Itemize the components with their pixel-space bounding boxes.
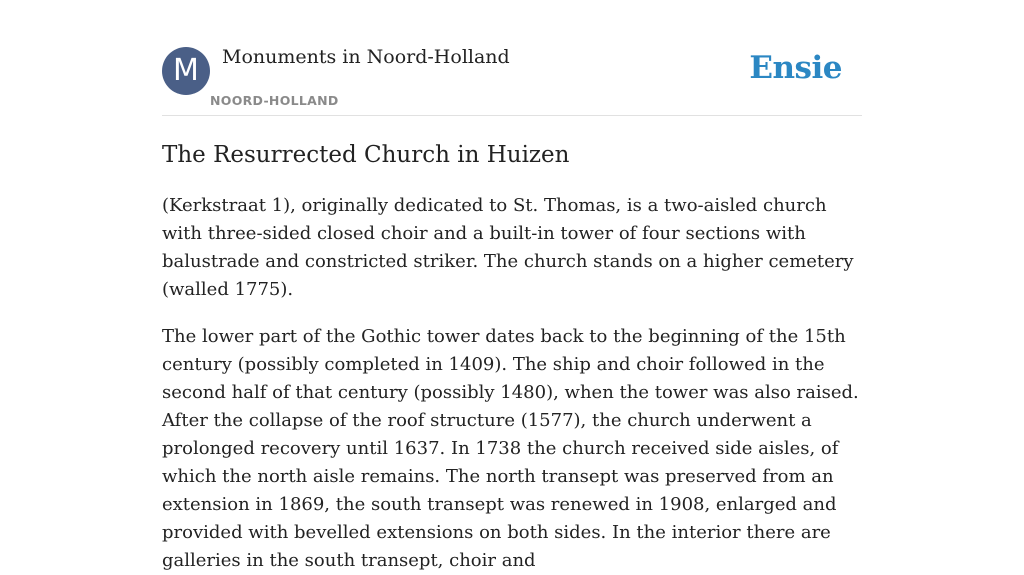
article-title: The Resurrected Church in Huizen: [162, 142, 570, 168]
article-paragraph: (Kerkstraat 1), originally dedicated to St. Thomas, is a two-aisled church with three-sided closed choir and a built-in tower of four sections with balustrade and constricted striker. The church stands on a higher cemetery (walled 1775).: [162, 195, 854, 300]
collection-avatar[interactable]: M: [162, 47, 210, 95]
collection-title-link[interactable]: Monuments in Noord-Holland: [222, 46, 510, 68]
article: [162, 140, 862, 575]
header: [162, 0, 862, 116]
article-paragraph: The lower part of the Gothic tower dates back to the beginning of the 15th century (possibly completed in 1409). The ship and choir followed in the second half of that century (possibly 1480), when the tower was also raised. After the collapse of the roof structure (1577), the church underwent a prolonged recovery until 1637. In 1738 the church received side aisles, of which the north aisle remains. The north transept was preserved from an extension in 1869, the south transept was renewed in 1908, enlarged and provided with bevelled extensions on both sides. In the interior there are galleries in the south transept, choir and: [162, 326, 859, 571]
ensie-logo[interactable]: Ensie: [749, 50, 842, 86]
collection-subtitle: NOORD-HOLLAND: [210, 93, 339, 108]
